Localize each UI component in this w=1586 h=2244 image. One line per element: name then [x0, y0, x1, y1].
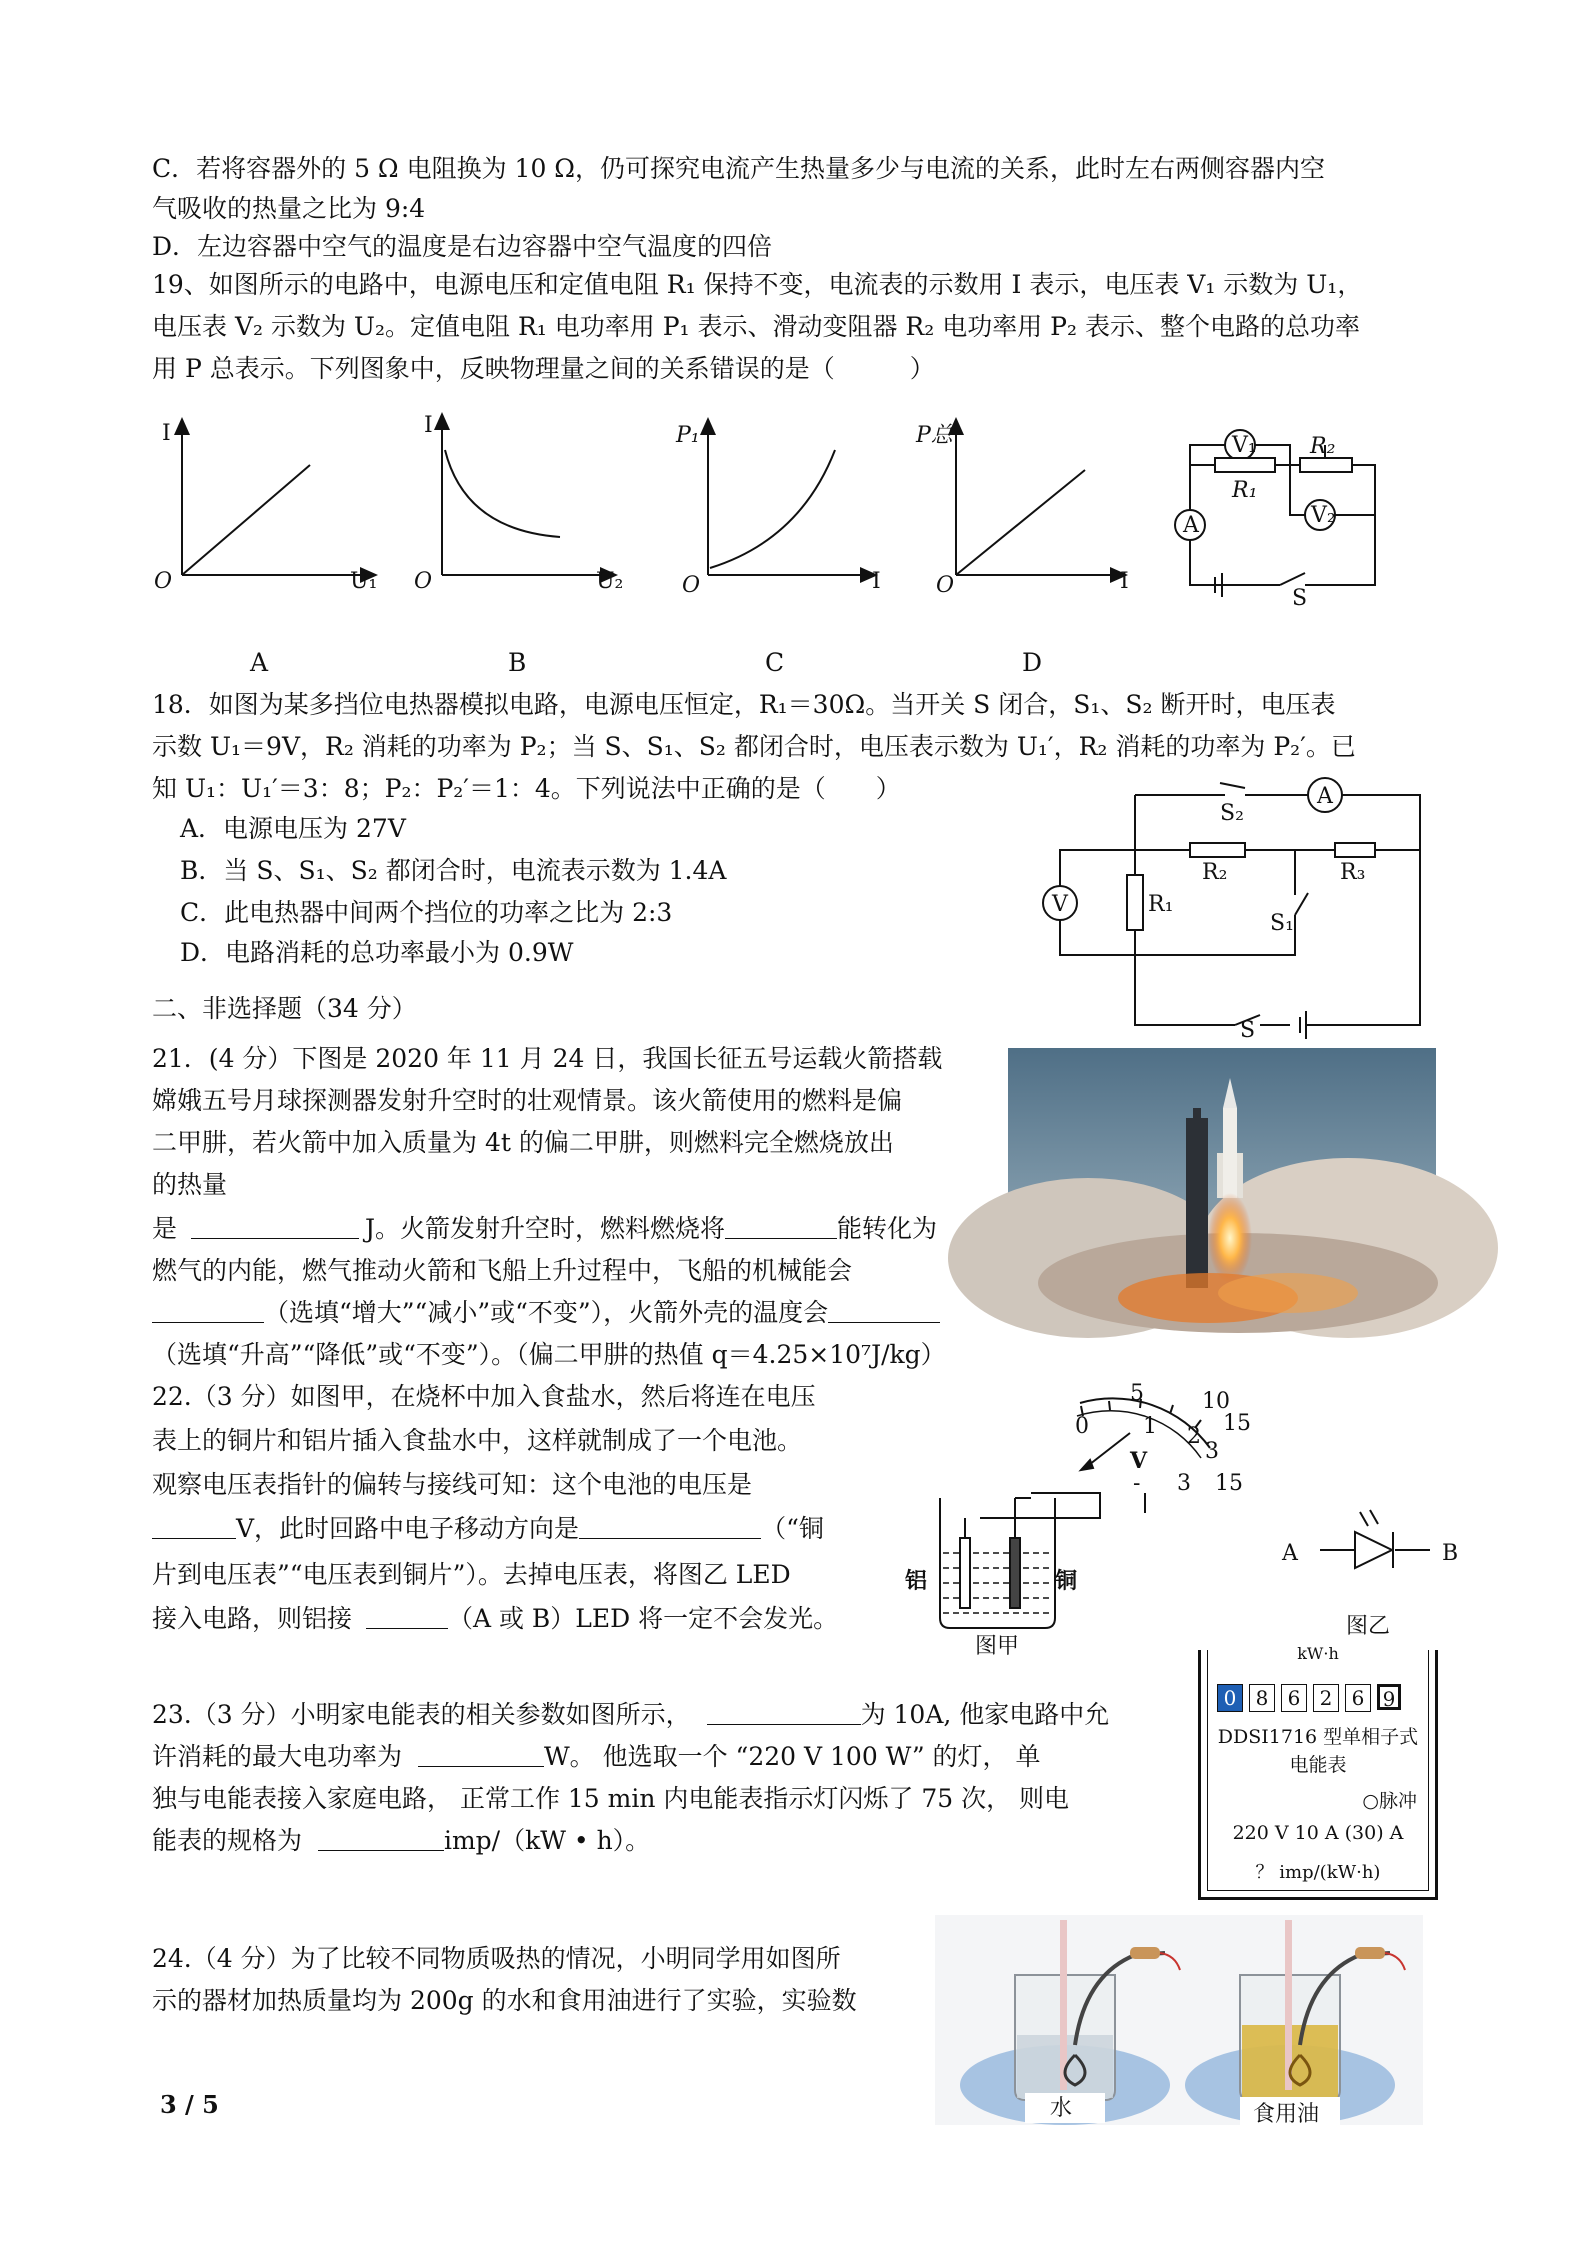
rocket-launch-photo — [1008, 1048, 1436, 1313]
q23-line1 — [152, 1696, 1109, 1734]
meter-digit: 6 — [1281, 1684, 1307, 1712]
beaker-oil-label: 食用油 — [1253, 2102, 1320, 2127]
q19-option-b-label: B — [508, 648, 527, 677]
q23-line1-a: 23.（3 分）小明家电能表的相关参数如图所示， — [152, 1700, 691, 1729]
q21-line5-a: 是 — [152, 1214, 178, 1243]
terminal-15: 15 — [1215, 1471, 1243, 1496]
meter-digit: 0 — [1217, 1684, 1243, 1712]
s-label: S — [1240, 1018, 1256, 1043]
scale-end-15: 15 — [1223, 1411, 1251, 1436]
q19-option-d-label: D — [1022, 648, 1043, 677]
q22-line1: 22.（3 分）如图甲，在烧杯中加入食盐水，然后将连在电压 — [152, 1382, 816, 1411]
q18-option-a: A．电源电压为 27V — [180, 814, 406, 843]
terminal-3: 3 — [1177, 1471, 1191, 1496]
q23-line3: 独与电能表接入家庭电路， 正常工作 15 min 内电能表指示灯闪烁了 75 次， 则电 — [152, 1784, 1070, 1813]
graph-d-x-label: I — [1120, 569, 1129, 594]
scale-bottom-1: 1 — [1143, 1414, 1157, 1439]
r1-label: R₁ — [1232, 478, 1258, 503]
q22-blank-terminal[interactable] — [366, 1602, 448, 1629]
terminal-minus: - — [1133, 1471, 1141, 1496]
q22-line5: 片到电压表”“电压表到铜片”）。去掉电压表，将图乙 LED — [152, 1560, 791, 1589]
q24-line2: 示的器材加热质量均为 200g 的水和食用油进行了实验，实验数 — [152, 1986, 857, 2015]
meter-digit: 8 — [1249, 1684, 1275, 1712]
cu-plate-label: 铜 — [1055, 1568, 1078, 1594]
q18-option-d: D．电路消耗的总功率最小为 0.9W — [180, 938, 574, 967]
meter-spec: ？ imp/(kW·h) — [1255, 1862, 1381, 1883]
meter-digit: 2 — [1313, 1684, 1339, 1712]
meter-rating: 220 V 10 A (30) A — [1232, 1822, 1404, 1844]
led-end-b: B — [1442, 1541, 1459, 1566]
q22-line6-a: 接入电路，则铝接 — [152, 1604, 353, 1633]
q22-line4 — [152, 1510, 824, 1548]
q23-line4-b: imp/（kW • h）。 — [443, 1826, 651, 1855]
s2-label: S₂ — [1220, 801, 1244, 826]
q22-line6 — [152, 1600, 838, 1638]
q21-line6: 燃气的内能，燃气推动火箭和飞船上升过程中，飞船的机械能会 — [152, 1256, 853, 1285]
q18-r2-label: R₂ — [1202, 860, 1228, 885]
q18-option-c-line1: C．若将容器外的 5 Ω 电阻换为 10 Ω，仍可探究电流产生热量多少与电流的关系，此时左右两侧容器内空 — [152, 154, 1326, 183]
section-two-heading: 二、非选择题（34 分） — [152, 994, 417, 1023]
q19-graph-c — [670, 410, 900, 600]
q19-option-a-label: A — [250, 648, 269, 677]
q18-option-c-line2: 气吸收的热量之比为 9:4 — [152, 194, 426, 223]
q23-blank-power[interactable] — [418, 1740, 544, 1767]
q19-graph-b — [410, 410, 650, 600]
q23-line4 — [152, 1822, 650, 1860]
q18-stem-line2: 示数 U₁＝9V，R₂ 消耗的功率为 P₂；当 S、S₁、S₂ 都闭合时，电压表示数为 U₁′，R₂ 消耗的功率为 P₂′。已 — [152, 732, 1356, 761]
page-number: 3 / 5 — [160, 2090, 219, 2119]
q19-option-c-label: C — [765, 648, 785, 677]
q21-line8: （选填“升高”“降低”或“不变”）。（偏二甲肼的热值 q＝4.25×10⁷J/kg） — [152, 1340, 946, 1369]
graph-b-x-label: U₂ — [596, 569, 624, 594]
beaker-water-label: 水 — [1050, 2096, 1073, 2121]
q23-blank-spec[interactable] — [318, 1824, 444, 1851]
scale-bottom-0: 0 — [1075, 1414, 1089, 1439]
q21-line7 — [152, 1294, 940, 1332]
q22-blank-direction[interactable] — [579, 1512, 761, 1539]
q22-blank-voltage[interactable] — [152, 1512, 236, 1539]
q23-line2-a: 许消耗的最大电功率为 — [152, 1742, 403, 1771]
graph-c-x-label: I — [872, 569, 881, 594]
q21-blank-heat[interactable] — [191, 1212, 359, 1239]
q22-figure-b — [1280, 1500, 1480, 1640]
q22-figure-a — [905, 1381, 1251, 1659]
q21-blank-temperature[interactable] — [828, 1296, 940, 1323]
q22-line3: 观察电压表指针的偏转与接线可知：这个电池的电压是 — [152, 1470, 753, 1499]
q21-line5-b: J。火箭发射升空时，燃料燃烧将 — [364, 1214, 725, 1243]
q21-blank-mechanical[interactable] — [152, 1296, 264, 1323]
q18-stem-line3: 知 U₁：U₁′＝3：8；P₂：P₂′＝1：4。下列说法中正确的是（ ） — [152, 774, 901, 803]
graph-a-y-label: I — [162, 421, 171, 446]
graph-d-origin: O — [936, 573, 955, 598]
q21-line5 — [152, 1210, 937, 1248]
q22-line4-a: V，此时回路中电子移动方向是 — [236, 1514, 580, 1543]
q22-line4-b: （“铜 — [761, 1514, 824, 1543]
q21-line1: 21．(4 分）下图是 2020 年 11 月 24 日，我国长征五号运载火箭搭载 — [152, 1044, 943, 1073]
q23-line2 — [152, 1738, 1041, 1776]
scale-bottom-2: 2 — [1187, 1424, 1201, 1449]
graph-a-origin: O — [154, 569, 173, 594]
q23-line4-a: 能表的规格为 — [152, 1826, 303, 1855]
v2-label: V₂ — [1311, 503, 1336, 528]
q21-line4: 的热量 — [152, 1170, 228, 1199]
q21-line5-c: 能转化为 — [837, 1214, 938, 1243]
switch-label: S — [1292, 586, 1308, 611]
q21-line2: 嫦娥五号月球探测器发射升空时的壮观情景。该火箭使用的燃料是偏 — [152, 1086, 903, 1115]
q19-graph-a — [150, 410, 390, 600]
q18-ammeter-label: A — [1317, 784, 1333, 809]
q19-circuit — [1160, 415, 1390, 611]
meter-letter: V — [1130, 1448, 1148, 1474]
graph-b-origin: O — [414, 569, 433, 594]
q18-stem-line1: 18．如图为某多挡位电热器模拟电路，电源电压恒定，R₁＝30Ω。当开关 S 闭合，S₁、S₂ 断开时，电压表 — [152, 690, 1336, 719]
q18-r3-label: R₃ — [1340, 860, 1366, 885]
fig-b-caption: 图乙 — [1346, 1614, 1391, 1639]
al-plate-label: 铝 — [905, 1568, 928, 1594]
meter-type: 电能表 — [1289, 1754, 1347, 1776]
fig-a-caption: 图甲 — [975, 1634, 1020, 1659]
q23-line1-b: 为 10A, 他家电路中允 — [860, 1700, 1110, 1729]
meter-digit: 6 — [1345, 1684, 1371, 1712]
meter-model: DDSI1716 型单相子式 — [1217, 1726, 1419, 1748]
meter-unit: kW·h — [1297, 1644, 1339, 1663]
q19-stem-line2: 电压表 V₂ 示数为 U₂。定值电阻 R₁ 电功率用 P₁ 表示、滑动变阻器 R₂ 电功率用 P₂ 表示、整个电路的总功率 — [152, 312, 1360, 341]
q19-graph-d — [910, 410, 1140, 600]
scale-bottom-3: 3 — [1205, 1439, 1219, 1464]
graph-b-y-label: I — [424, 413, 433, 438]
q21-line3: 二甲肼，若火箭中加入质量为 4t 的偏二甲肼，则燃料完全燃烧放出 — [152, 1128, 894, 1157]
q19-stem-line3: 用 P 总表示。下列图象中，反映物理量之间的关系错误的是（ ） — [152, 354, 935, 383]
q18-option-c: C．此电热器中间两个挡位的功率之比为 2:3 — [180, 898, 673, 927]
ammeter-label: A — [1183, 513, 1199, 538]
q21-line7-a: （选填“增大”“减小”或“不变”），火箭外壳的温度会 — [264, 1298, 829, 1327]
q21-blank-energy[interactable] — [725, 1212, 837, 1239]
beakers-photo — [935, 1915, 1423, 2125]
q18-circuit — [1040, 775, 1440, 1043]
scale-top-10: 10 — [1202, 1389, 1230, 1414]
energy-meter — [1198, 1644, 1438, 1900]
q22-line6-b: （A 或 B）LED 将一定不会发光。 — [447, 1604, 839, 1633]
q23-blank-current[interactable] — [707, 1698, 861, 1725]
q18-option-d: D．左边容器中空气的温度是右边容器中空气温度的四倍 — [152, 232, 773, 261]
q24-line1: 24.（4 分）为了比较不同物质吸热的情况，小明同学用如图所 — [152, 1944, 841, 1973]
graph-c-origin: O — [682, 573, 701, 598]
voltmeter-label: V — [1052, 892, 1068, 917]
meter-pulse: ○脉冲 — [1362, 1790, 1417, 1812]
s1-label: S₁ — [1270, 911, 1294, 936]
r2-label: R₂ — [1310, 434, 1336, 459]
led-end-a: A — [1282, 1541, 1298, 1566]
meter-digits — [1217, 1684, 1401, 1712]
scale-top-5: 5 — [1130, 1381, 1144, 1406]
graph-c-y-label: P₁ — [676, 423, 700, 448]
v1-label: V₁ — [1232, 433, 1257, 458]
q19-stem-line1: 19、如图所示的电路中，电源电压和定值电阻 R₁ 保持不变，电流表的示数用 I 表示，电压表 V₁ 示数为 U₁， — [152, 270, 1363, 299]
q22-line2: 表上的铜片和铝片插入食盐水中，这样就制成了一个电池。 — [152, 1426, 803, 1455]
graph-d-y-label: P总 — [916, 423, 953, 448]
q18-option-b: B．当 S、S₁、S₂ 都闭合时，电流表示数为 1.4A — [180, 856, 727, 885]
meter-digit: 9 — [1377, 1684, 1401, 1710]
graph-a-x-label: U₁ — [350, 569, 378, 594]
q23-line2-b: W。 他选取一个 “220 V 100 W” 的灯， 单 — [543, 1742, 1041, 1771]
q18-r1-label: R₁ — [1148, 892, 1174, 917]
